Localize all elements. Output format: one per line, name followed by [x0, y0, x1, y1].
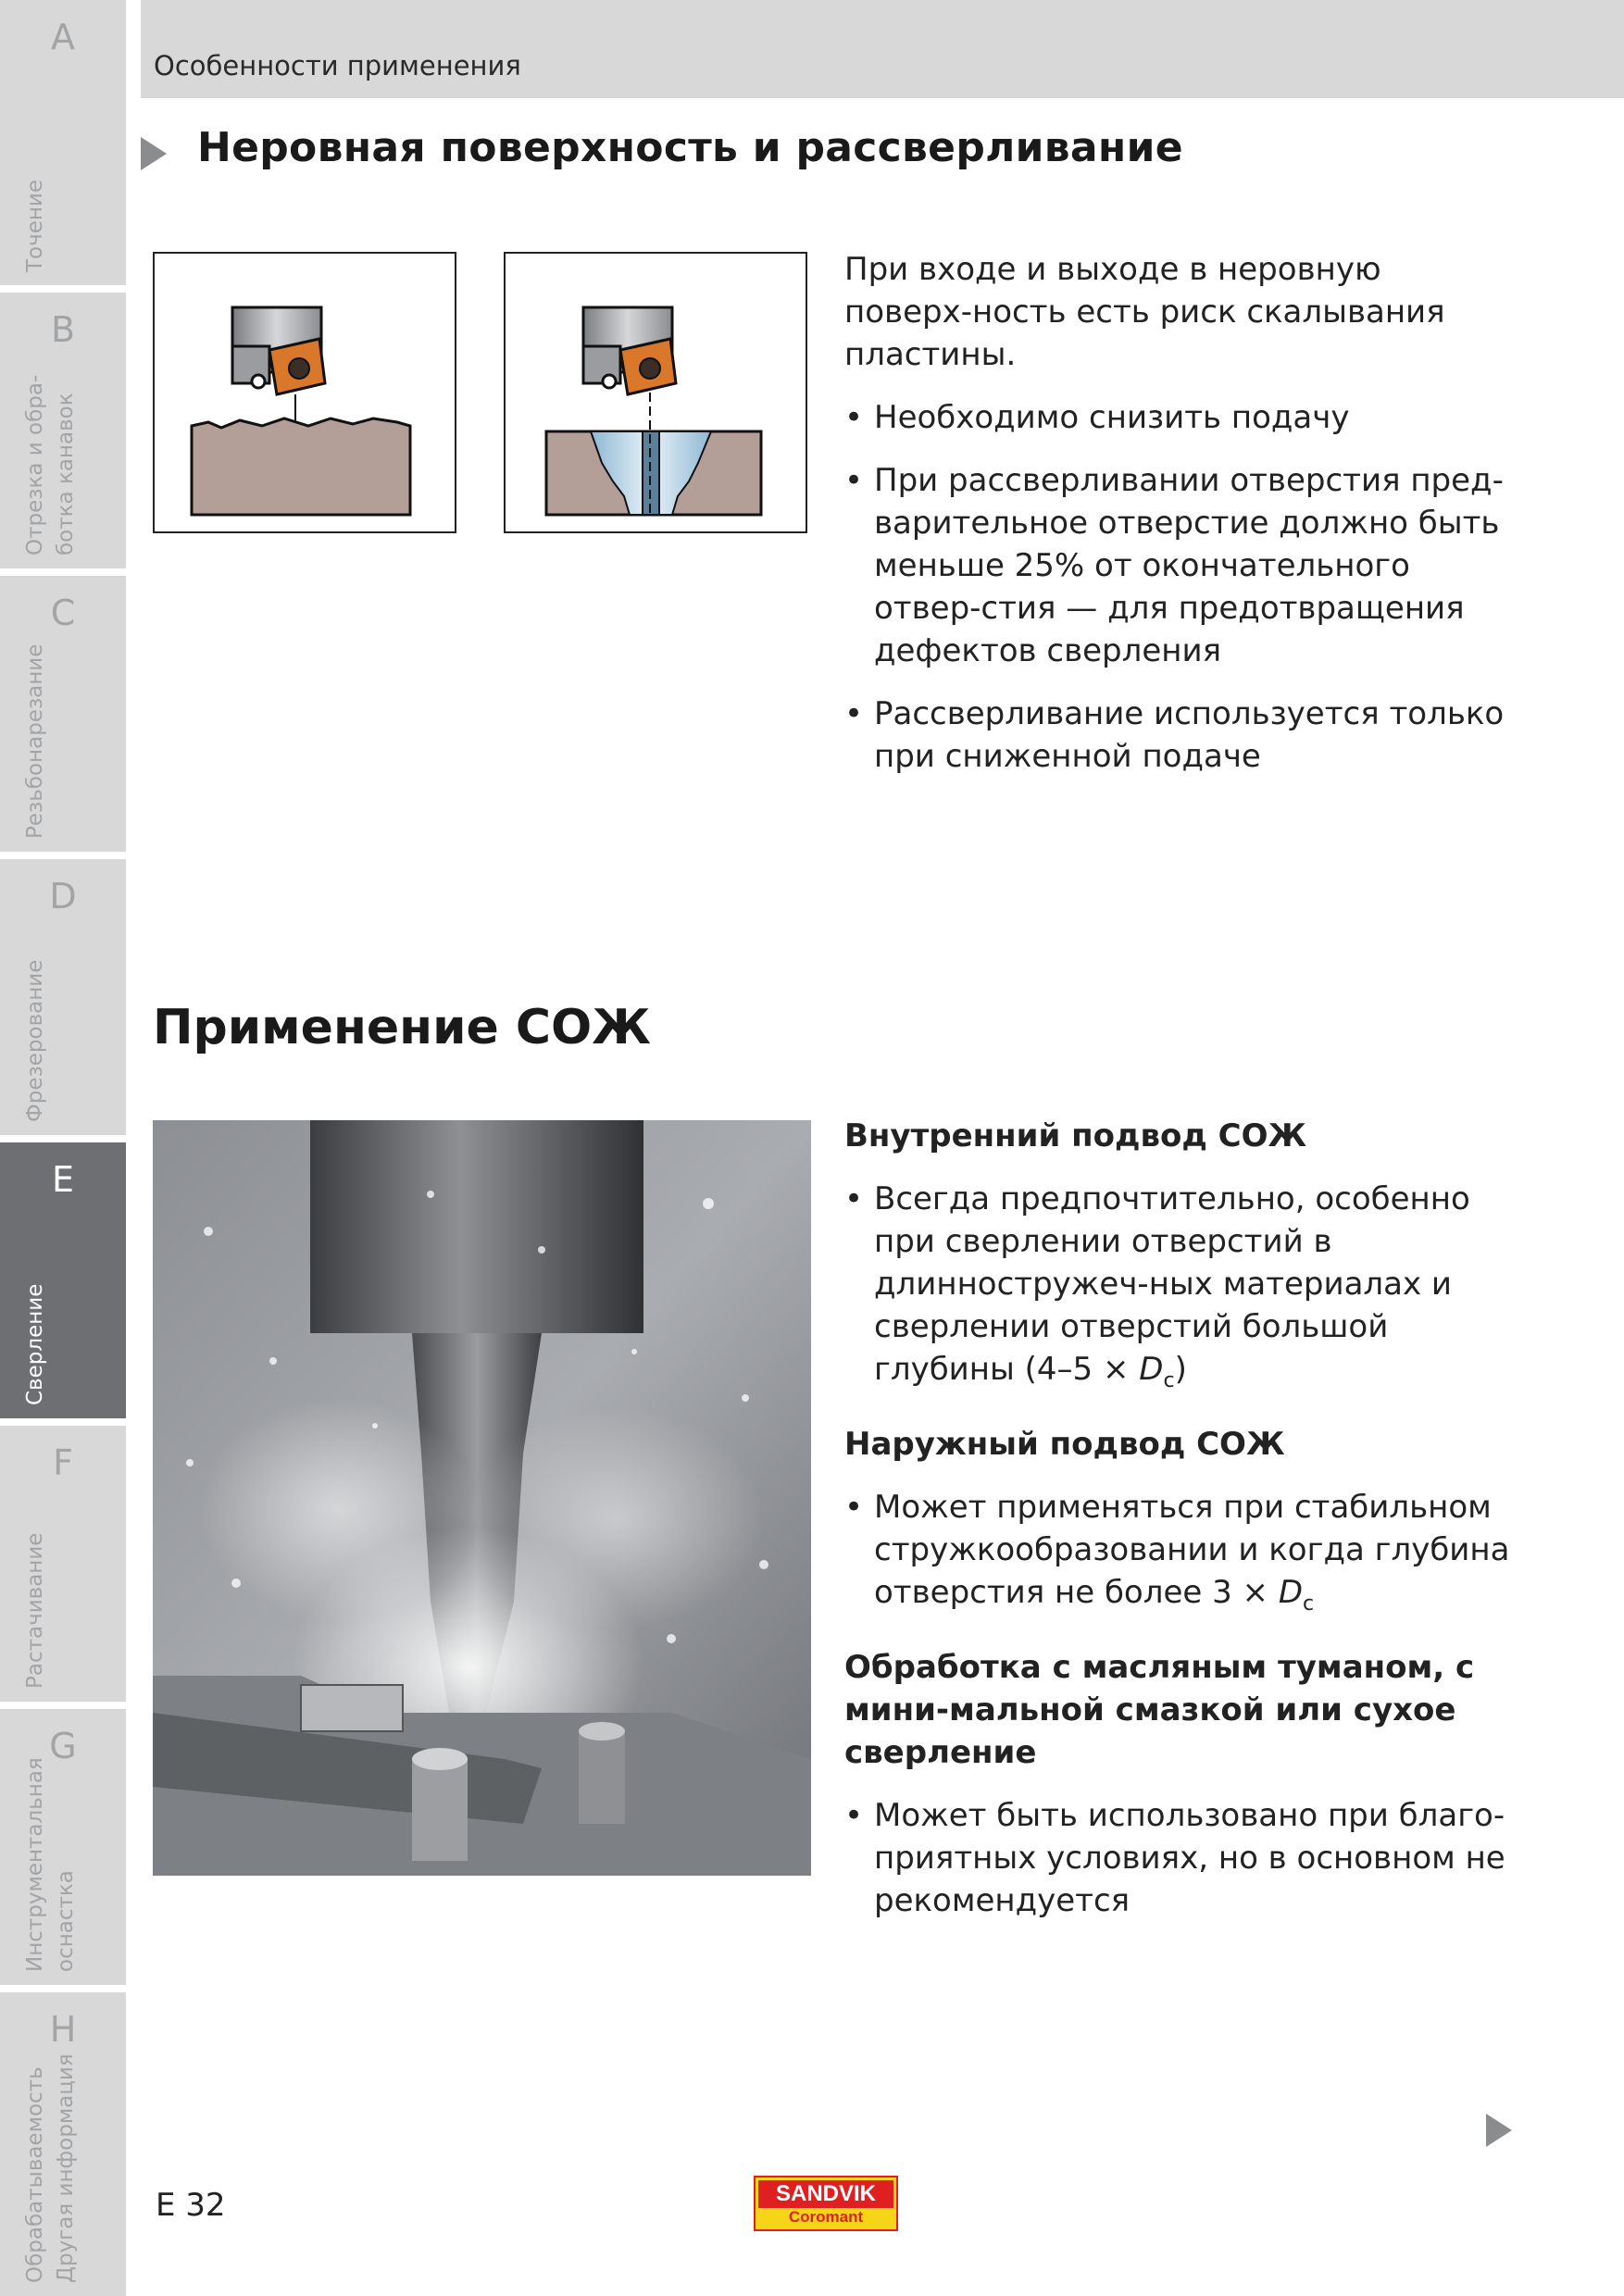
chapter-tab-f[interactable]: [0, 1426, 126, 1702]
reaming-figure: [504, 252, 807, 533]
internal-coolant-heading: Внутренний подвод СОЖ: [844, 1117, 1307, 1154]
chapter-letter: A: [51, 17, 75, 57]
chapter-label: Резьбонарезание: [23, 643, 47, 839]
chapter-label: Точение: [23, 180, 47, 272]
chapter-tab-a[interactable]: [0, 0, 126, 285]
diameter-symbol: D: [1278, 1573, 1304, 1611]
chapter-tab-d[interactable]: [0, 859, 126, 1135]
chapter-label: Инструментальная: [23, 1757, 47, 1972]
list-item: • При рассверливании отверстия пред-варительное отверстие должно быть меньше 25% от окончательного отвер-стия — для предотвращения дефектов сверления: [844, 459, 1511, 672]
chapter-label-line2: ботка канавок: [54, 393, 78, 555]
uneven-surface-drawing: [155, 254, 455, 531]
chapter-sidebar: [0, 0, 126, 2296]
chapter-tab-e[interactable]: [0, 1142, 126, 1418]
section1-text: [844, 248, 1511, 778]
chapter-letter: E: [51, 1159, 74, 1200]
chapter-label: Фрезерование: [23, 959, 47, 1122]
diameter-symbol: D: [1139, 1351, 1164, 1388]
list-item: • Рассверливание используется только при сниженной подаче: [844, 693, 1511, 778]
chapter-label: Обрабатываемость: [23, 2066, 47, 2283]
next-page-arrow-icon[interactable]: [1486, 2114, 1512, 2147]
list-item: • Может быть использовано при благо-приятных условиях, но в основном не рекомендуется: [844, 1794, 1511, 1922]
chapter-letter: F: [53, 1442, 73, 1483]
chapter-tab-h[interactable]: [0, 1992, 126, 2296]
intro-paragraph: При входе и выходе в неровную поверх-ность есть риск скалывания пластины.: [844, 251, 1445, 373]
logo-line1: SANDVIK: [758, 2180, 893, 2208]
sandvik-logo: [754, 2176, 898, 2231]
uneven-surface-figure: [153, 252, 456, 533]
section2-text: [844, 1115, 1511, 1922]
bullet-text: Может применяться при стабильном стружкообразовании и когда глубина отверстия не более 3 ×: [874, 1488, 1510, 1611]
coolant-photo-image: [153, 1120, 811, 1876]
section-header: Особенности применения: [154, 50, 521, 81]
page-number: E 32: [156, 2187, 226, 2224]
diameter-subscript: c: [1303, 1591, 1315, 1616]
chapter-label: Сверление: [23, 1283, 47, 1405]
bullet-end: ): [1174, 1351, 1187, 1388]
chapter-letter: G: [49, 1726, 77, 1766]
chapter-letter: D: [49, 876, 77, 917]
chapter-tab-b[interactable]: [0, 293, 126, 568]
heading-arrow-icon: [141, 137, 167, 170]
chapter-letter: B: [50, 309, 76, 350]
chapter-letter: H: [49, 2009, 77, 2050]
external-coolant-heading: Наружный подвод СОЖ: [844, 1425, 1285, 1463]
section-title-coolant: Применение СОЖ: [153, 1000, 651, 1055]
list-item: [844, 1178, 1511, 1403]
chapter-label: Отрезка и обра-: [23, 374, 47, 555]
coolant-photo: [153, 1120, 811, 1876]
chapter-tab-g[interactable]: [0, 1709, 126, 1985]
chapter-label-line2: оснастка: [54, 1870, 78, 1972]
header-bar: [141, 0, 1624, 98]
mist-coolant-heading: Обработка с масляным туманом, с мини-мальной смазкой или сухое сверление: [844, 1648, 1475, 1771]
logo-line2: Coromant: [788, 2208, 864, 2226]
section-title: Неровная поверхность и рассверливание: [197, 124, 1183, 171]
chapter-letter: C: [50, 593, 76, 633]
list-item: [844, 1486, 1511, 1626]
reaming-drawing: [506, 254, 806, 531]
chapter-label: Растачивание: [23, 1532, 47, 1689]
chapter-tab-c[interactable]: [0, 576, 126, 852]
list-item: • Необходимо снизить подачу: [844, 396, 1511, 439]
chapter-label-line2: Другая информация: [54, 2053, 78, 2283]
bullet-text: Всегда предпочтительно, особенно при сверлении отверстий в длинностружеч-ных материалах и сверлении отверстий большой глубины (4–5 ×: [874, 1180, 1470, 1388]
diameter-subscript: c: [1163, 1368, 1175, 1392]
